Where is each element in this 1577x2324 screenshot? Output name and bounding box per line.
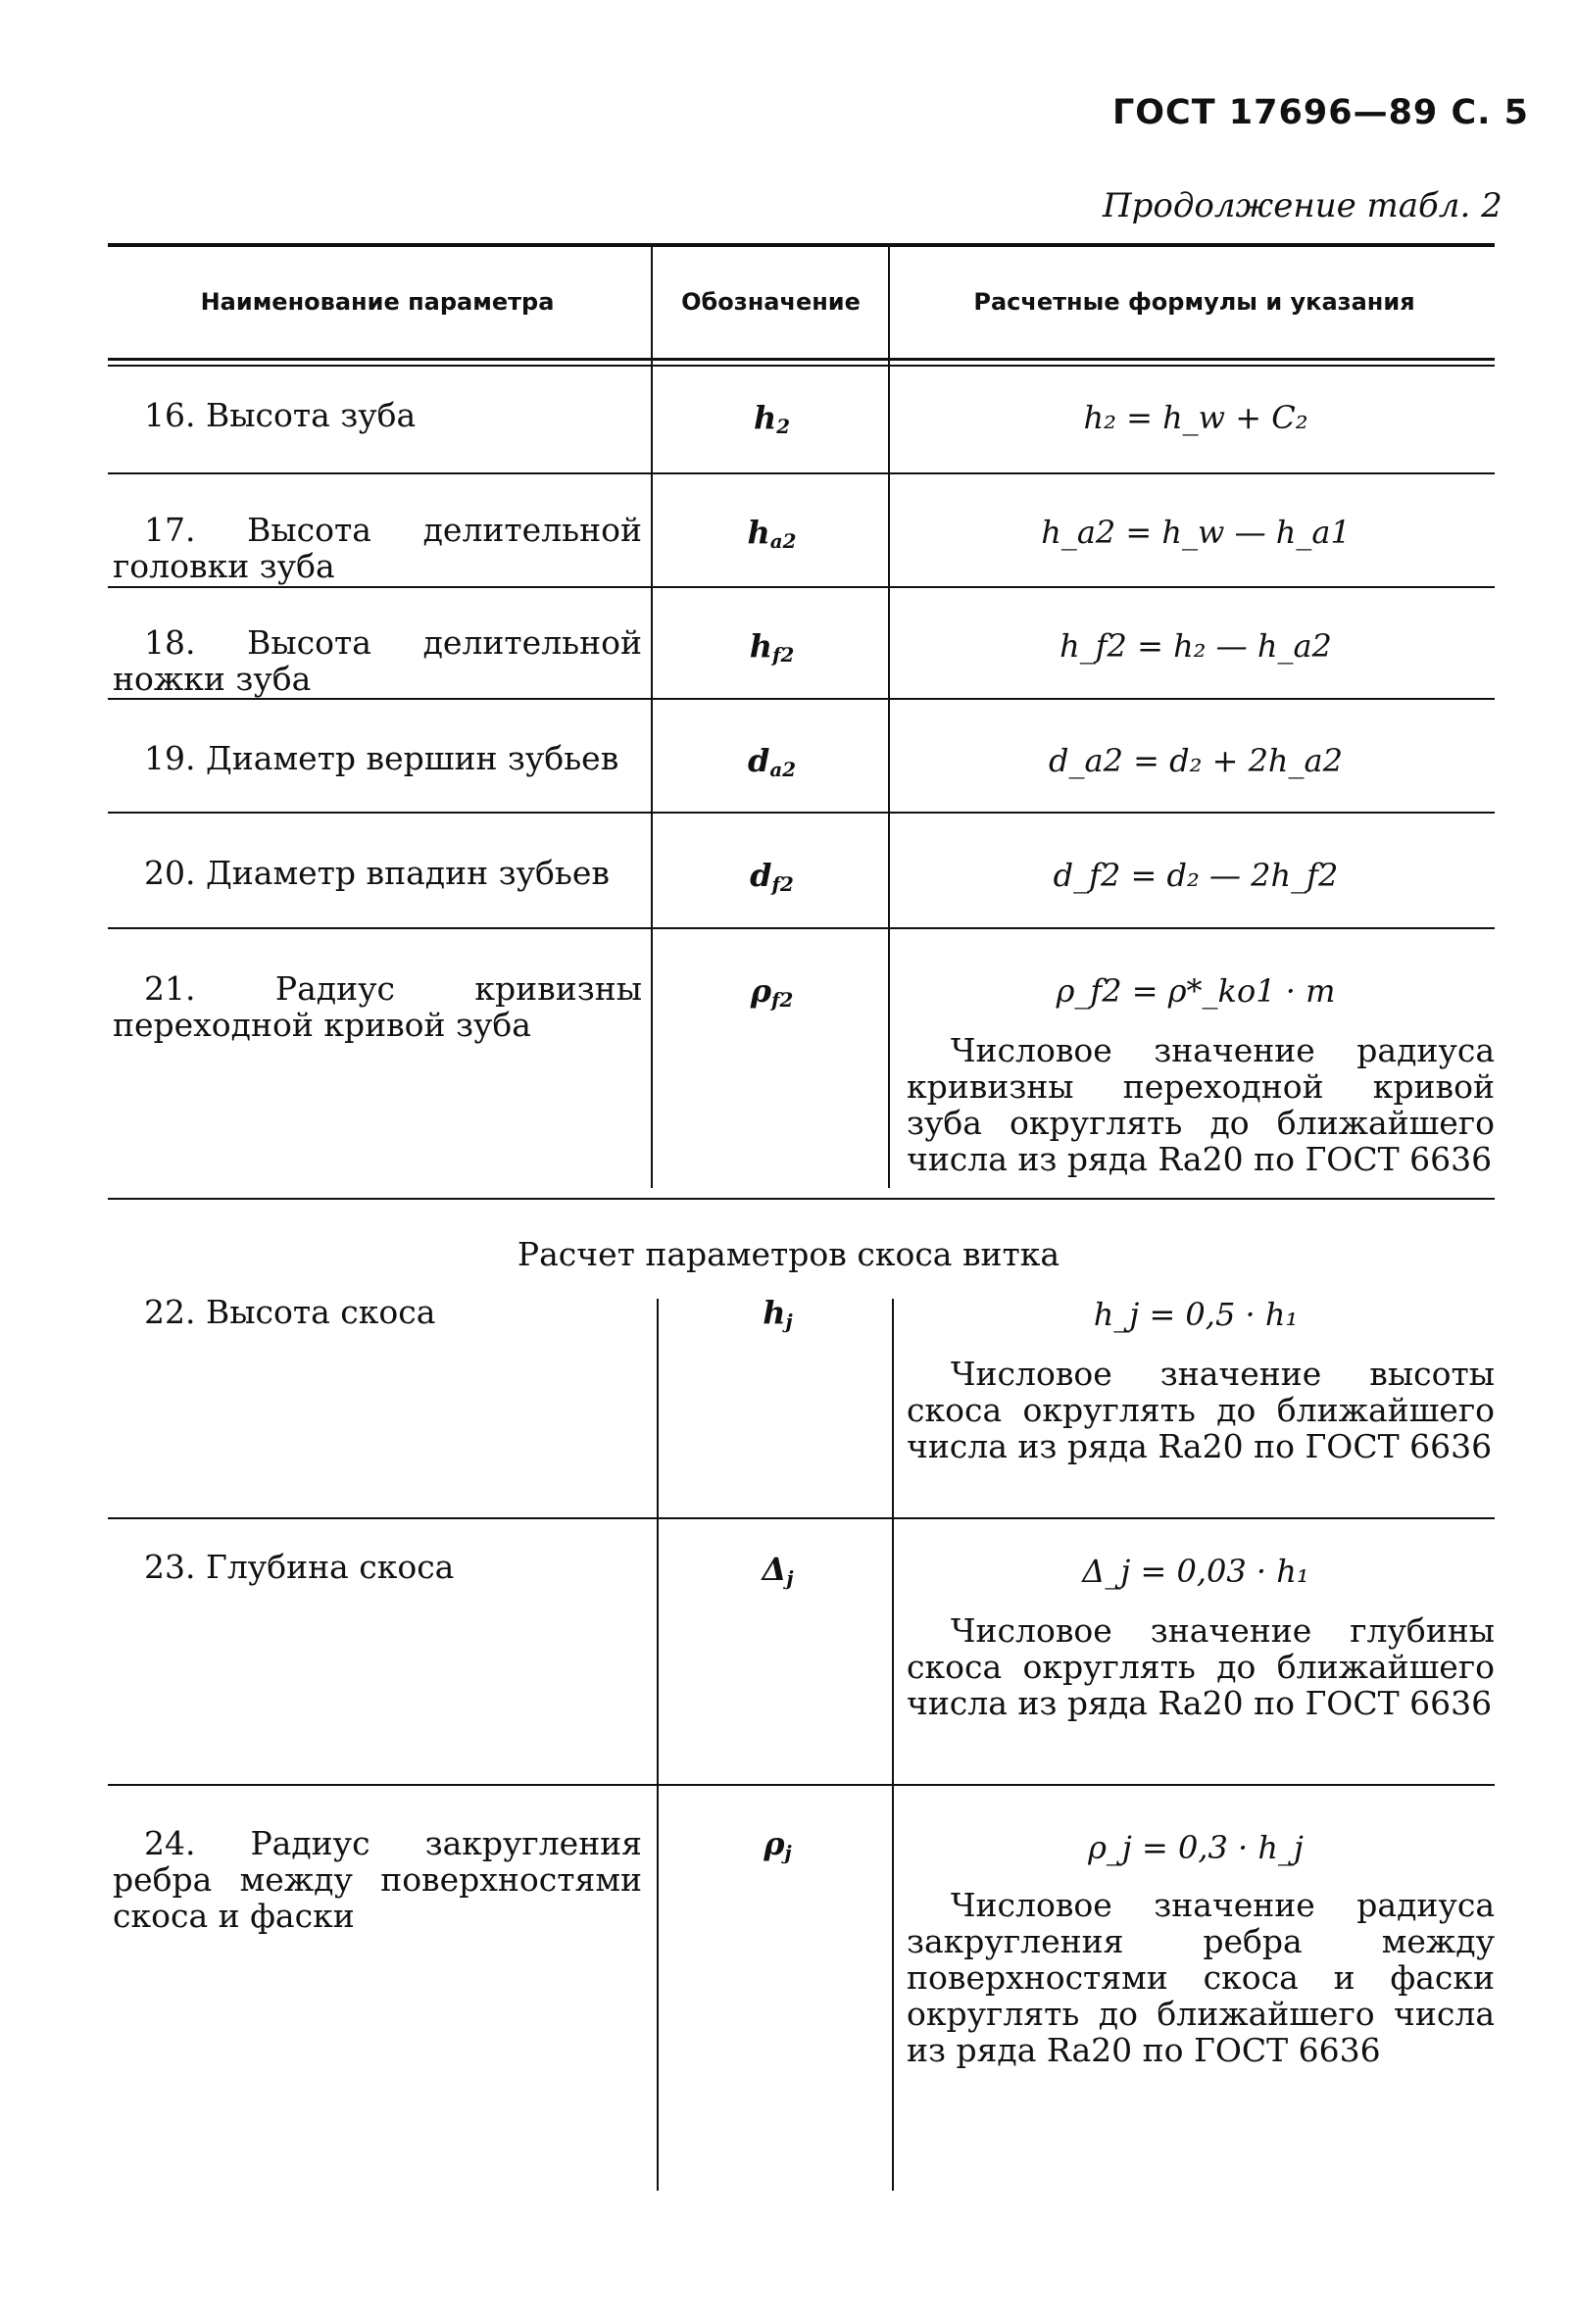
row-21-symbol: $\rho_{f2}$ [750, 972, 794, 1012]
row-17-name: 17. Высота делительной головки зуба [113, 511, 642, 585]
row-24-name: 24. Радиус закругления ребра между поверхностями скоса и фаски [113, 1824, 642, 1935]
row-17-symbol: $h_{a2}$ [747, 514, 797, 553]
table-top-rule [108, 243, 1495, 247]
row-separator [108, 1517, 1495, 1519]
row-separator [108, 698, 1495, 700]
row-21-formula: ρ_f2 = ρ*_ko1 · m [1056, 972, 1336, 1010]
row-22-note: Числовое значение высоты скоса округлять до ближайшего числа из ряда Ra20 по ГОСТ 6636 [907, 1355, 1495, 1465]
column-header-formula: Расчетные формулы и указания [973, 288, 1415, 316]
row-21-name: 21. Радиус кривизны переходной кривой зуба [113, 969, 642, 1044]
row-19-symbol: $d_{a2}$ [747, 742, 797, 781]
row-17-formula: h_a2 = h_w — h_a1 [1041, 514, 1351, 551]
page-header [1112, 93, 1529, 132]
row-separator [108, 1198, 1495, 1200]
row-separator [108, 586, 1495, 588]
table-header-rule [108, 358, 1495, 361]
column-divider [892, 1299, 894, 2191]
row-23-formula: Δ_j = 0,03 · h₁ [1082, 1553, 1309, 1590]
column-divider [657, 1299, 659, 2191]
row-22-symbol: $h_j$ [763, 1294, 793, 1333]
row-22-formula: h_j = 0,5 · h₁ [1093, 1296, 1299, 1333]
row-24-symbol: $\rho_j$ [764, 1825, 792, 1864]
column-header-symbol: Обозначение [681, 288, 861, 316]
section-title: Расчет параметров скоса витка [517, 1235, 1060, 1273]
row-separator [108, 927, 1495, 929]
row-19-name: 19. Диаметр вершин зубьев [144, 739, 619, 777]
row-23-name: 23. Глубина скоса [144, 1548, 455, 1586]
column-divider [888, 247, 890, 1188]
table-continuation-label: Продолжение табл. 2 [1103, 186, 1503, 225]
row-20-name: 20. Диаметр впадин зубьев [144, 854, 610, 892]
row-24-formula: ρ_j = 0,3 · h_j [1088, 1829, 1304, 1866]
row-24-note: Числовое значение радиуса закругления ребра между поверхностями скоса и фаски округлять до ближайшего числа из ряда Ra20 по ГОСТ 6636 [907, 1886, 1495, 2069]
row-20-formula: d_f2 = d₂ — 2h_f2 [1053, 857, 1339, 894]
row-23-note: Числовое значение глубины скоса округлять до ближайшего числа из ряда Ra20 по ГОСТ 6636 [907, 1611, 1495, 1722]
row-18-formula: h_f2 = h₂ — h_a2 [1060, 627, 1332, 665]
standard-number: ГОСТ 17696—89 [1112, 93, 1439, 132]
column-header-name: Наименование параметра [200, 288, 555, 316]
row-separator [108, 1784, 1495, 1786]
row-separator [108, 812, 1495, 814]
row-22-name: 22. Высота скоса [144, 1293, 436, 1331]
row-19-formula: d_a2 = d₂ + 2h_a2 [1049, 742, 1343, 779]
row-16-formula: h₂ = h_w + C₂ [1083, 399, 1308, 436]
table-header-rule-double [108, 365, 1495, 367]
page-number: С. 5 [1451, 93, 1529, 132]
row-16-symbol: $h_2$ [753, 399, 791, 438]
row-18-name: 18. Высота делительной ножки зуба [113, 623, 642, 698]
row-separator [108, 472, 1495, 474]
row-20-symbol: $d_{f2}$ [750, 857, 794, 896]
row-21-note: Числовое значение радиуса кривизны переходной кривой зуба округлять до ближайшего числа из ряда Ra20 по ГОСТ 6636 [907, 1031, 1495, 1178]
row-23-symbol: $\Delta_j$ [762, 1551, 794, 1590]
row-18-symbol: $h_{f2}$ [749, 627, 795, 667]
column-divider [651, 247, 653, 1188]
row-16-name: 16. Высота зуба [144, 396, 417, 434]
